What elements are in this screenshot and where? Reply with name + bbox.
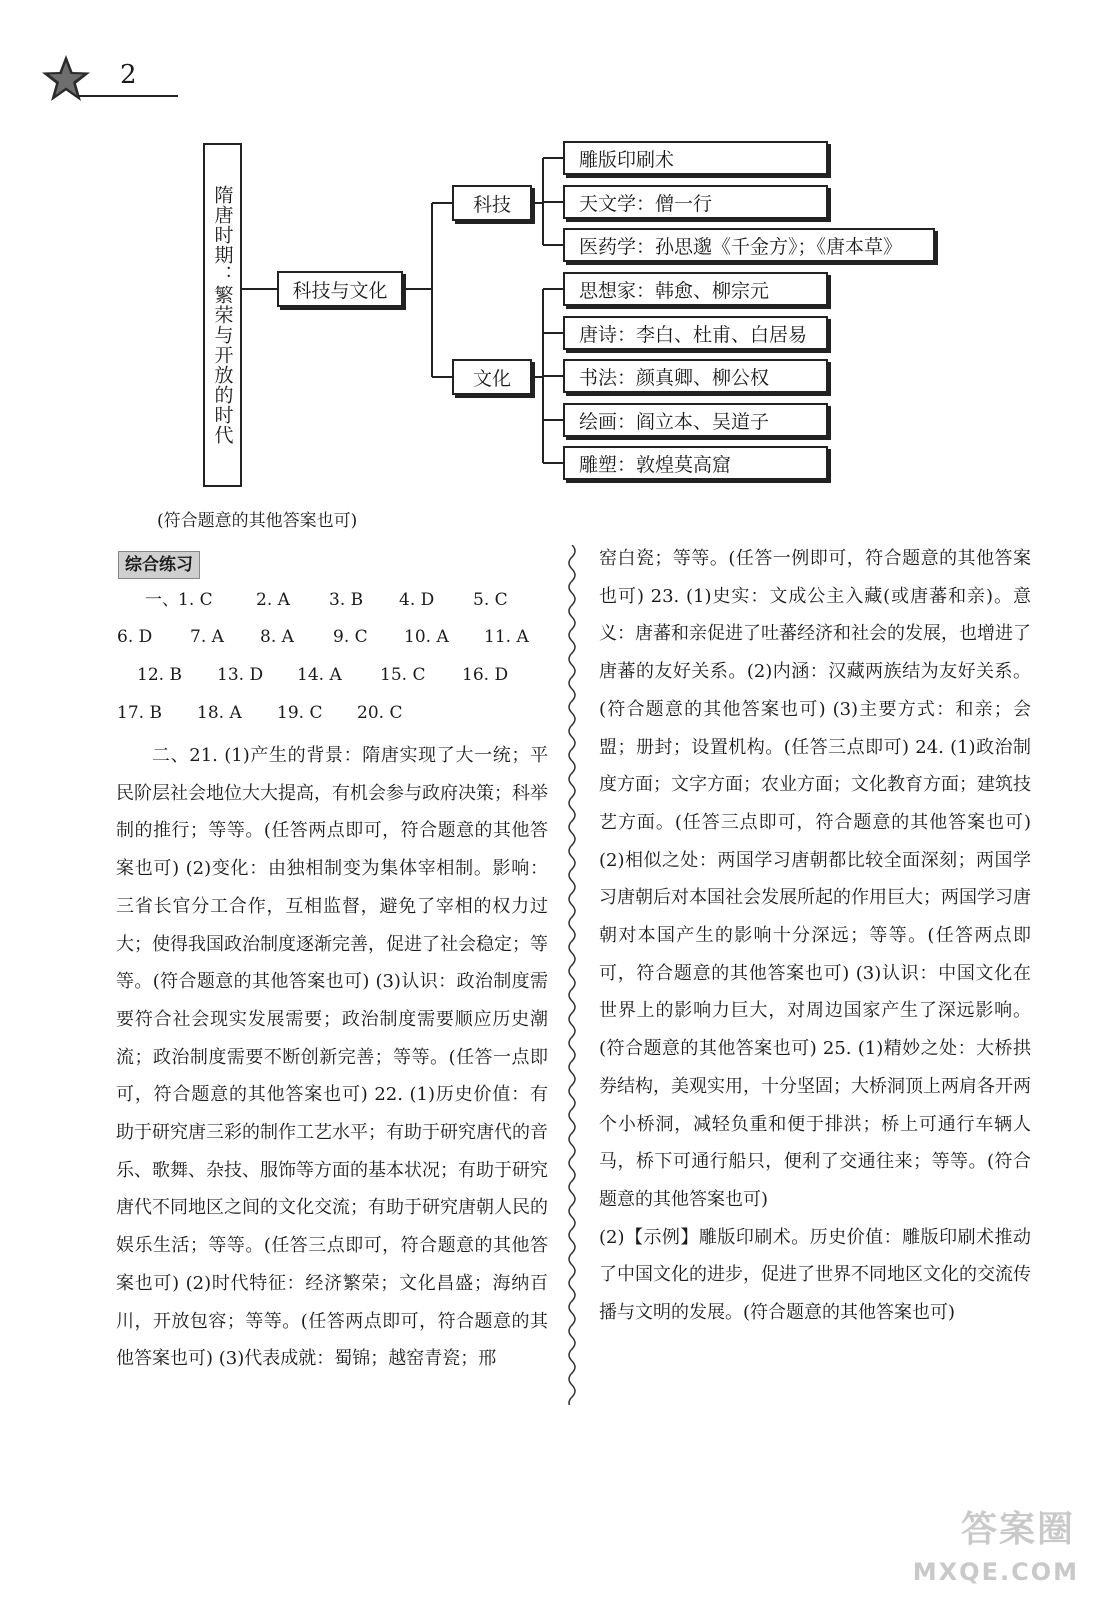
page-number: 2 xyxy=(120,60,137,90)
diagram-leaf: 书法：颜真卿、柳公权 xyxy=(563,359,828,393)
diagram-root-text: 隋唐时期：繁荣与开放的时代 xyxy=(211,185,234,445)
answer-item: 17. B xyxy=(117,703,162,723)
diagram-leaf: 唐诗：李白、杜甫、白居易 xyxy=(563,316,828,350)
answer-item: 4. D xyxy=(399,590,435,610)
answer-item: 13. D xyxy=(217,665,264,685)
answer-item: 14. A xyxy=(297,665,342,685)
answer-item: 2. A xyxy=(256,590,290,610)
answer-prefix: 一、 xyxy=(145,590,179,610)
answer-item: 1. C xyxy=(178,590,213,610)
diagram-branch-science: 科技 xyxy=(452,185,532,221)
column-divider xyxy=(560,545,584,1405)
answer-item: 19. C xyxy=(277,703,323,723)
paragraph: 二、21. (1)产生的背景：隋唐实现了大一统；平民阶层社会地位大大提高，有机会参与政府决策；科举制的推行；等等。(任答两点即可，符合题意的其他答案也可) (2)变化：由独相制变为集体宰相制。影响：三省长官分工合作，互相监督，避免了宰相的权力过大；使得我国政治制度逐渐完善，促进了社会稳定；等等。(符合题意的其他答案也可) (3)认识：政治制度需要符合社会现实发展需要；政治制度需要顺应历史潮流；政治制度需要不断创新完善；等等。(任答一点即可，符合题意的其他答案也可) 22. (1)历史价值：有助于研究唐三彩的制作工艺水平；有助于研究唐代的音乐、歌舞、杂技、服饰等方面的基本状况；有助于研究唐代不同地区之间的文化交流；有助于研究唐朝人民的娱乐生活；等等。(任答三点即可，符合题意的其他答案也可) (2)时代特征：经济繁荣；文化昌盛；海纳百川，开放包容；等等。(任答两点即可，符合题意的其他答案也可) (3)代表成就：蜀锦；越窑青瓷；邢 xyxy=(116,745,548,1370)
paragraph: 窑白瓷；等等。(任答一例即可，符合题意的其他答案也可) 23. (1)史实：文成公主入藏(或唐蕃和亲)。意义：唐蕃和亲促进了吐蕃经济和社会的发展，也增进了唐蕃的友好关系。(2)内涵：汉藏两族结为友好关系。(符合题意的其他答案也可) (3)主要方式：和亲；会盟；册封；设置机构。(任答三点即可) 24. (1)政治制度方面；文字方面；农业方面；文化教育方面；建筑技艺方面。(任答三点即可，符合题意的其他答案也可) (2)相似之处：两国学习唐朝都比较全面深刻；两国学习唐朝后对本国社会发展所起的作用巨大；两国学习唐朝对本国产生的影响十分深远；等等。(任答两点即可，符合题意的其他答案也可) (3)认识：中国文化在世界上的影响力巨大，对周边国家产生了深远影响。(符合题意的其他答案也可) 25. (1)精妙之处：大桥拱券结构，美观实用，十分坚固；大桥洞顶上两肩各开两个小桥洞，减轻负重和便于排洪；桥上可通行车辆人马，桥下可通行船只，便利了交通往来；等等。(符合题意的其他答案也可) xyxy=(599,548,1031,1210)
answer-item: 7. A xyxy=(190,627,224,647)
right-column xyxy=(599,540,1031,1332)
answer-item: 16. D xyxy=(462,665,509,685)
answer-item: 11. A xyxy=(484,627,529,647)
star-icon xyxy=(38,52,94,108)
left-column xyxy=(116,737,548,1378)
answer-item: 3. B xyxy=(329,590,364,610)
diagram-leaf: 雕版印刷术 xyxy=(563,141,828,175)
diagram-connectors xyxy=(0,0,1105,520)
diagram-note: (符合题意的其他答案也可) xyxy=(157,511,358,531)
answer-item: 20. C xyxy=(357,703,403,723)
diagram-leaf: 医药学：孙思邈《千金方》；《唐本草》 xyxy=(563,228,935,262)
diagram-leaf: 思想家：韩愈、柳宗元 xyxy=(563,272,828,306)
diagram-leaf: 天文学：僧一行 xyxy=(563,185,828,219)
answer-item: 8. A xyxy=(260,627,294,647)
header-rule xyxy=(78,95,178,97)
answer-item: 6. D xyxy=(117,627,153,647)
diagram-branch-culture: 文化 xyxy=(452,359,532,395)
answer-item: 18. A xyxy=(197,703,242,723)
answer-item: 12. B xyxy=(137,665,182,685)
diagram-root-box xyxy=(203,143,242,487)
watermark-url: MXQE.COM xyxy=(912,1558,1079,1586)
answer-item: 15. C xyxy=(380,665,426,685)
watermark: 答案圈 xyxy=(960,1509,1075,1550)
diagram-leaf: 绘画：阎立本、吴道子 xyxy=(563,403,828,437)
answer-item: 5. C xyxy=(473,590,508,610)
diagram-leaf: 雕塑：敦煌莫高窟 xyxy=(563,446,828,480)
answer-item: 10. A xyxy=(404,627,449,647)
diagram-middle-box: 科技与文化 xyxy=(277,271,403,307)
paragraph: (2)【示例】雕版印刷术。历史价值：雕版印刷术推动了中国文化的进步，促进了世界不同地区文化的交流传播与文明的发展。(符合题意的其他答案也可) xyxy=(599,1226,1031,1324)
answer-item: 9. C xyxy=(333,627,368,647)
section-title: 综合练习 xyxy=(118,551,200,579)
